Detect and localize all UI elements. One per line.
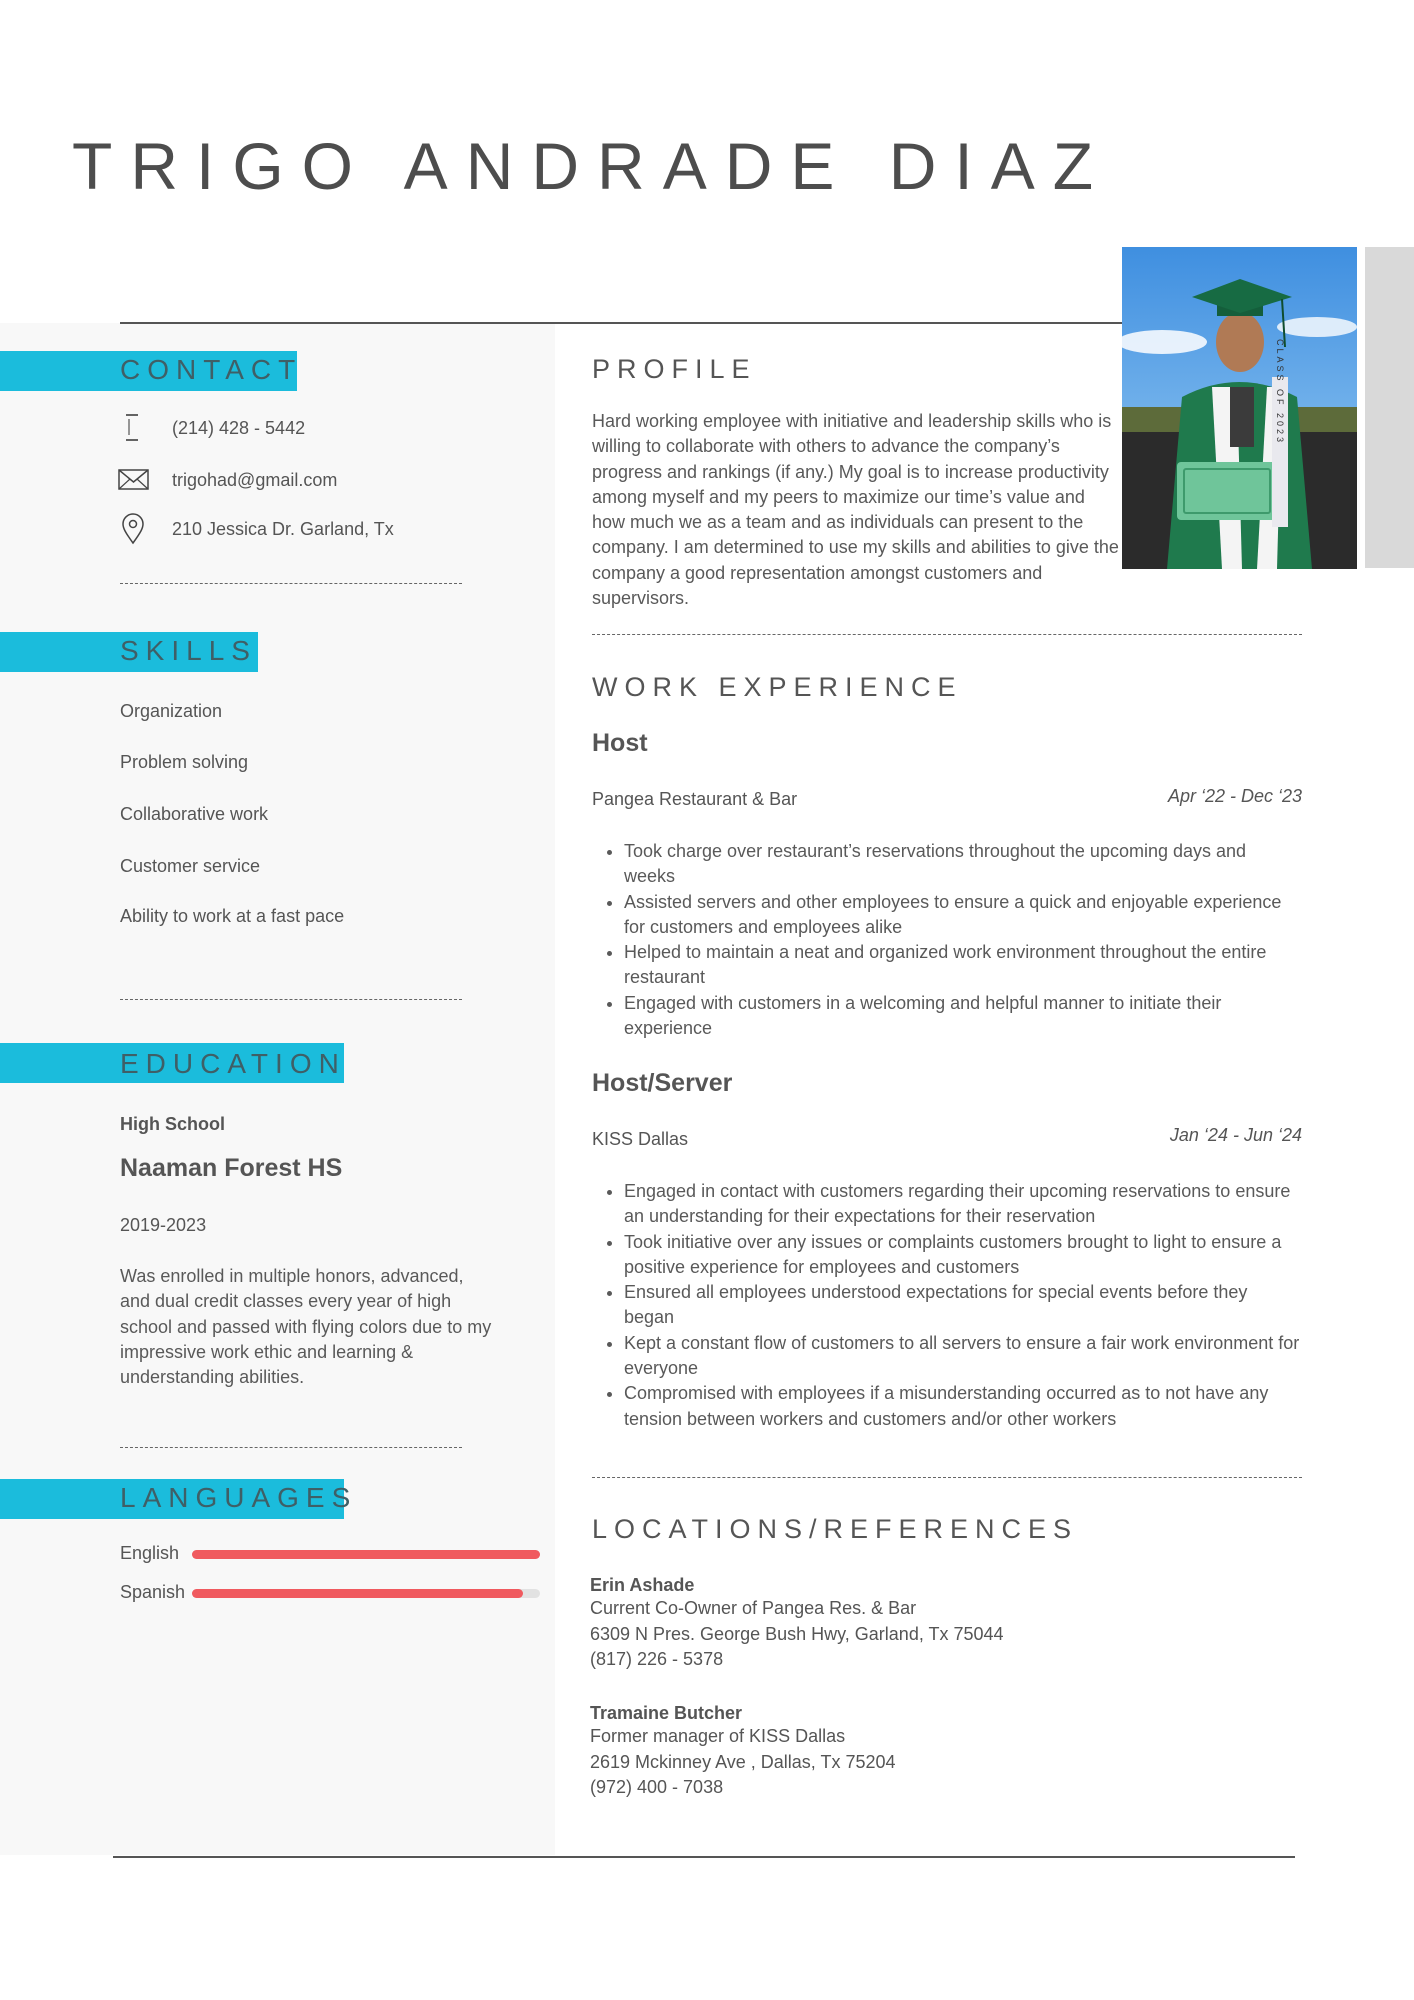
contact-address: 210 Jessica Dr. Garland, Tx — [172, 519, 394, 539]
job-dates: Apr ‘22 - Dec ‘23 — [1167, 786, 1302, 806]
list-item: • Engaged with customers in a welcoming and helpful manner to initiate their experience — [624, 991, 1302, 1042]
profile-text: Hard working employee with initiative and leadership skills who is willing to collaborate with others to advance the company’s progress and rankings (if any.) My goal is to increase productivity among myself and my peers to maximize our time’s value and how much we as a team and as individuals can present to the company. I am determined to use my skills and abilities to give the company a good representation amongst customers and supervisors. — [592, 411, 1119, 609]
reference-name: Erin Ashade — [590, 1575, 695, 1595]
photo-backdrop — [1365, 247, 1414, 568]
mail-icon — [118, 468, 144, 496]
skill-item: Customer service — [120, 856, 261, 876]
list-item: • Ensured all employees understood expectations for special events before they began — [624, 1280, 1302, 1331]
work-divider — [592, 1477, 1302, 1478]
list-item: • Took initiative over any issues or complaints customers brought to light to ensure a positive experience for employees and customers — [624, 1230, 1302, 1281]
education-level: High School — [120, 1114, 225, 1134]
job-title: Host — [592, 729, 648, 757]
list-item: • Kept a constant flow of customers to all servers to ensure a fair work environment for everyone — [624, 1331, 1302, 1382]
languages-section-title: LANGUAGES — [120, 1482, 358, 1513]
graduation-photo — [1122, 247, 1357, 569]
top-divider — [120, 322, 1125, 324]
job-dates: Jan ‘24 - Jun ‘24 — [1169, 1125, 1302, 1145]
applicant-name: TRIGO ANDRADE DIAZ — [72, 129, 1112, 203]
list-item: • Compromised with employees if a misunderstanding occurred as to not have any tension between workers and customers and/or other workers — [624, 1381, 1302, 1432]
references-section-title: LOCATIONS/REFERENCES — [592, 1514, 1079, 1544]
phone-icon — [118, 413, 144, 441]
reference-role: Current Co-Owner of Pangea Res. & Bar — [590, 1598, 917, 1618]
job-bullets — [592, 839, 1302, 1041]
reference-address: 2619 Mckinney Ave , Dallas, Tx 75204 — [590, 1751, 896, 1772]
contact-section-title: CONTACT — [120, 354, 303, 385]
education-section-title: EDUCATION — [120, 1048, 346, 1079]
school-name: Naaman Forest HS — [120, 1154, 343, 1182]
bottom-divider — [113, 1856, 1295, 1858]
skills-divider — [120, 999, 462, 1000]
education-years: 2019-2023 — [120, 1215, 207, 1235]
left-sidebar — [0, 323, 555, 1855]
education-description: Was enrolled in multiple honors, advanced, and dual credit classes every year of high school and passed with flying colors due to my impressive work ethic and learning & understanding abilities. — [120, 1266, 492, 1388]
language-label: English — [120, 1543, 180, 1563]
language-bar-fill — [192, 1550, 540, 1559]
skill-item: Organization — [120, 701, 223, 721]
education-divider — [120, 1447, 462, 1448]
reference-role: Former manager of KISS Dallas — [590, 1726, 846, 1746]
contact-divider — [120, 583, 462, 584]
list-item: • Took charge over restaurant’s reservations throughout the upcoming days and weeks — [624, 839, 1302, 890]
language-bar-fill — [192, 1589, 523, 1598]
language-label: Spanish — [120, 1582, 186, 1602]
profile-section-title: PROFILE — [592, 354, 757, 384]
reference-entry — [590, 1575, 1004, 1673]
reference-entry — [590, 1703, 896, 1801]
skill-item: Collaborative work — [120, 804, 269, 824]
reference-phone: (817) 226 - 5378 — [590, 1649, 724, 1669]
job-title: Host/Server — [592, 1069, 733, 1097]
skill-item: Problem solving — [120, 752, 249, 772]
reference-name: Tramaine Butcher — [590, 1703, 743, 1723]
location-pin-icon — [121, 513, 147, 541]
contact-phone: (214) 428 - 5442 — [172, 418, 306, 438]
job-bullets — [592, 1179, 1302, 1432]
reference-address: 6309 N Pres. George Bush Hwy, Garland, Tx 75044 — [590, 1623, 1004, 1644]
reference-phone: (972) 400 - 7038 — [590, 1777, 724, 1797]
job-employer: KISS Dallas — [592, 1129, 689, 1149]
skill-item: Ability to work at a fast pace — [120, 906, 345, 926]
contact-email: trigohad@gmail.com — [172, 470, 338, 490]
list-item: • Assisted servers and other employees to ensure a quick and enjoyable experience for customers and employees alike — [624, 890, 1302, 941]
profile-divider — [592, 634, 1302, 635]
language-bar — [192, 1589, 540, 1598]
job-employer: Pangea Restaurant & Bar — [592, 789, 798, 809]
list-item: • Engaged in contact with customers regarding their upcoming reservations to ensure an understanding for their expectations for their reservation — [624, 1179, 1302, 1230]
skills-section-title: SKILLS — [120, 635, 257, 666]
svg-text:CLASS OF 2023: CLASS OF 2023 — [1275, 338, 1285, 446]
language-bar — [192, 1550, 540, 1559]
work-section-title: WORK EXPERIENCE — [592, 672, 963, 702]
list-item: • Helped to maintain a neat and organized work environment throughout the entire restaurant — [624, 940, 1302, 991]
